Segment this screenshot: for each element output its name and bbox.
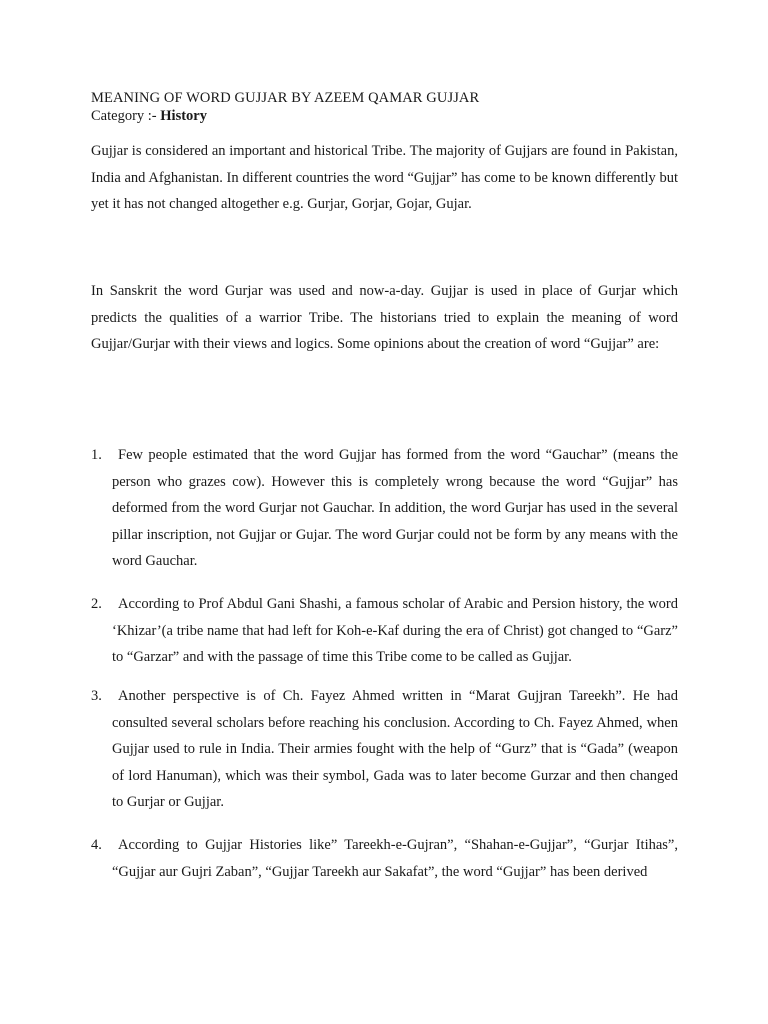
category-line bbox=[91, 107, 207, 125]
list-item-text: Few people estimated that the word Gujjar has formed from the word “Gauchar” (means the person who grazes cow). However this is completely wrong because the word “Gujjar” has deformed from the word Gurjar not Gauchar. In addition, the word Gurjar has used in the several pillar inscription, not Gujjar or Gujar. The word Gurjar could not be form by any means with the word Gauchar. bbox=[112, 447, 678, 569]
list-item-text: According to Gujjar Histories like” Tareekh-e-Gujran”, “Shahan-e-Gujjar”, “Gurjar Itihas”, “Gujjar aur Gujri Zaban”, “Gujjar Tareekh aur Sakafat”, the word “Gujjar” has been derived bbox=[112, 837, 678, 880]
list-item-number: 1. bbox=[91, 447, 102, 463]
list-item-text: Another perspective is of Ch. Fayez Ahmed written in “Marat Gujjran Tareekh”. He had consulted several scholars before reaching his conclusion. According to Ch. Fayez Ahmed, when Gujjar used to rule in India. Their armies fought with the help of “Gurz” that is “Gada” (weapon of lord Hanuman), which was their symbol, Gada was to later become Gurzar and then changed to Gurjar or Gujjar. bbox=[112, 688, 678, 810]
category-label: Category :- bbox=[91, 108, 161, 124]
document-title: MEANING OF WORD GUJJAR BY AZEEM QAMAR GUJJAR bbox=[91, 90, 480, 106]
list-item-number: 3. bbox=[91, 688, 102, 704]
list-item-number: 4. bbox=[91, 837, 102, 853]
category-value: History bbox=[160, 108, 207, 124]
list-item-number: 2. bbox=[91, 596, 102, 612]
list-item-text: According to Prof Abdul Gani Shashi, a famous scholar of Arabic and Persion history, the word ‘Khizar’(a tribe name that had left for Koh-e-Kaf during the era of Christ) got changed to “Garz” to “Garzar” and with the passage of time this Tribe come to be called as Gujjar. bbox=[112, 596, 678, 665]
paragraph-sanskrit: In Sanskrit the word Gurjar was used and now-a-day. Gujjar is used in place of Gurjar which predicts the qualities of a warrior Tribe. The historians tried to explain the meaning of word Gujjar/Gurjar with their views and logics. Some opinions about the creation of word “Gujjar” are: bbox=[91, 283, 678, 352]
paragraph-intro: Gujjar is considered an important and historical Tribe. The majority of Gujjars are found in Pakistan, India and Afghanistan. In different countries the word “Gujjar” has come to be known differently but yet it has not changed altogether e.g. Gurjar, Gorjar, Gojar, Gujar. bbox=[91, 143, 678, 212]
